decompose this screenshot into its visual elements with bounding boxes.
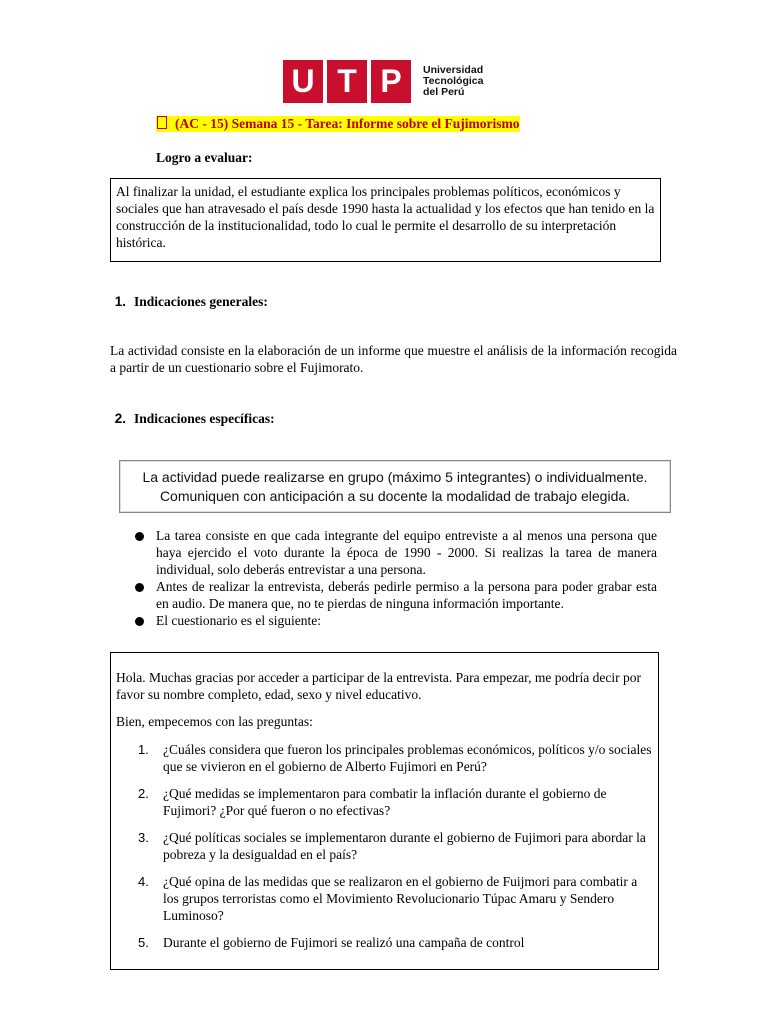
logo-text-line: Universidad [423, 64, 484, 76]
question-item [116, 934, 653, 951]
section-heading-general [104, 294, 268, 310]
question-number: 3. [138, 830, 149, 845]
question-text: ¿Qué medidas se implementaron para combatir la inflación durante el gobierno de Fujimori? ¿Por qué fueron o no efectivas? [163, 786, 607, 818]
logo-letter-t: T [327, 60, 367, 103]
logo-text-line: del Perú [423, 86, 465, 98]
notice-line: La actividad puede realizarse en grupo (máximo 5 integrantes) o individualmente. [142, 468, 648, 485]
title-text: (AC - 15) Semana 15 - Tarea: Informe sobre el Fujimorismo [175, 116, 520, 131]
logro-text: Al finalizar la unidad, el estudiante explica los principales problemas políticos, económicos y sociales que han atravesado el país desde 1990 hasta la actualidad y los efectos que han tenido en la construcción de la institucionalidad, todo lo cual le permite el desarrollo de su interpretación histórica. [116, 184, 655, 250]
checkbox-icon [157, 116, 167, 129]
list-item [131, 578, 657, 612]
logo-text-line: Tecnológica [423, 75, 484, 87]
section-number: 2. [114, 411, 126, 426]
question-item [116, 873, 653, 924]
section-label: Indicaciones específicas: [134, 411, 275, 426]
question-number: 2. [138, 786, 149, 801]
section1-paragraph: La actividad consiste en la elaboración de un informe que muestre el análisis de la información recogida a partir de un cuestionario sobre el Fujimorato. [110, 343, 677, 375]
question-item [116, 829, 653, 863]
bullet-text: El cuestionario es el siguiente: [156, 613, 321, 628]
question-number: 1. [138, 742, 149, 757]
bullet-icon [135, 532, 144, 541]
question-text: ¿Qué políticas sociales se implementaron durante el gobierno de Fujimori para abordar la pobreza y la desigualdad en el país? [163, 830, 646, 862]
list-item [131, 612, 657, 629]
section-label: Indicaciones generales: [134, 294, 268, 309]
question-item [116, 785, 653, 819]
bullet-text: Antes de realizar la entrevista, deberás pedirle permiso a la persona para poder grabar esta en audio. De manera que, no te pierdas de ninguna información importante. [156, 579, 657, 611]
logo-letter-p: P [371, 60, 411, 103]
list-item [131, 527, 657, 578]
logro-box [110, 178, 661, 262]
instructions-list [131, 527, 657, 629]
questionnaire-intro: Hola. Muchas gracias por acceder a participar de la entrevista. Para empezar, me podría decir por favor su nombre completo, edad, sexo y nivel educativo. [116, 670, 641, 702]
questionnaire-box [110, 652, 659, 970]
notice-line: Comuniquen con anticipación a su docente la modalidad de trabajo elegida. [159, 487, 631, 504]
section-heading-specific [104, 411, 275, 427]
questionnaire-lead: Bien, empecemos con las preguntas: [116, 714, 313, 729]
utp-logo [283, 60, 483, 103]
section-number: 1. [114, 294, 126, 309]
bullet-icon [135, 617, 144, 626]
document-title [156, 116, 520, 132]
question-number: 4. [138, 874, 149, 889]
logo-letter-u: U [283, 60, 323, 103]
question-number: 5. [138, 935, 149, 950]
notice-box [119, 460, 671, 513]
logro-label: Logro a evaluar: [156, 150, 253, 165]
question-text: ¿Qué opina de las medidas que se realizaron en el gobierno de Fuijmori para combatir a los grupos terroristas como el Movimiento Revolucionario Túpac Amaru y Sendero Luminoso? [163, 874, 638, 923]
question-text: ¿Cuáles considera que fueron los principales problemas económicos, políticos y/o sociales que se vivieron en el gobierno de Alberto Fujimori en Perú? [163, 742, 652, 774]
bullet-text: La tarea consiste en que cada integrante del equipo entreviste a al menos una persona que haya ejercido el voto durante la época de 1990 - 2000. Si realizas la tarea de manera individual, solo deberás entrevistar a una persona. [156, 528, 657, 577]
question-list [116, 741, 653, 951]
question-text: Durante el gobierno de Fujimori se realizó una campaña de control [163, 935, 525, 950]
logo-wordmark [423, 65, 483, 98]
bullet-icon [135, 583, 144, 592]
question-item [116, 741, 653, 775]
